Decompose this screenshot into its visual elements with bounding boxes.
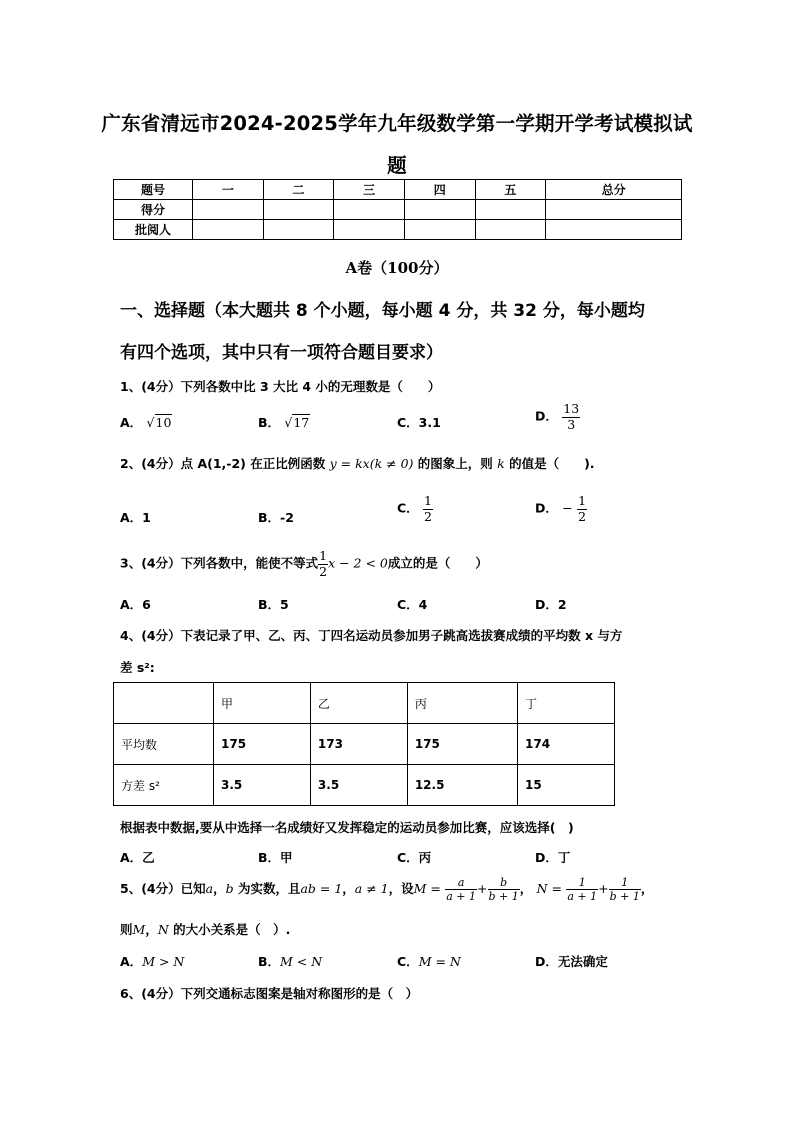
table-cell: 丁	[518, 683, 615, 724]
q2-text: 的值是（ ).	[504, 456, 595, 471]
q1-option-a[interactable]	[120, 413, 172, 431]
q5-text: 的大小关系是（ ）.	[168, 922, 291, 937]
numerator: 1	[319, 548, 328, 563]
fraction	[562, 403, 580, 431]
table-cell: 174	[518, 724, 615, 765]
score-table-cell: 批阅人	[114, 220, 193, 240]
score-table-cell: 五	[475, 180, 546, 200]
plus-sign: +	[598, 881, 609, 896]
option-expression: M < N	[280, 954, 323, 969]
numerator: 1	[609, 877, 641, 890]
q2-option-a[interactable]: A．1	[120, 510, 151, 525]
table-cell: 平均数	[114, 724, 214, 765]
score-input-cell[interactable]	[334, 200, 405, 220]
question-5-continued: 则M，N 的大小关系是（ ）.	[120, 922, 291, 937]
question-3	[120, 550, 488, 578]
numerator: 1	[566, 877, 598, 890]
q5-text: ，	[640, 881, 654, 896]
q4-option-a[interactable]: A．乙	[120, 850, 155, 865]
fraction	[423, 495, 433, 523]
q3-option-d[interactable]: D．2	[535, 597, 567, 612]
table-cell	[114, 683, 214, 724]
q3-option-c[interactable]: C．4	[397, 597, 428, 612]
q1-option-d[interactable]	[535, 403, 580, 431]
sqrt-expression: √10	[146, 415, 172, 430]
score-table-cell: 题号	[114, 180, 193, 200]
score-input-cell[interactable]	[404, 200, 475, 220]
fraction	[318, 550, 328, 578]
q5-option-a[interactable]	[120, 952, 184, 970]
question-1: 1、(4分）下列各数中比 3 大比 4 小的无理数是（ ）	[120, 379, 441, 394]
denominator: b + 1	[609, 890, 640, 903]
q5-text: 则	[120, 922, 133, 937]
q2-text: 2、(4分）点	[120, 456, 198, 471]
score-input-cell[interactable]	[546, 200, 682, 220]
question-4: 4、(4分）下表记录了甲、乙、丙、丁四名运动员参加男子跳高选拔赛成绩的平均数 x 与方	[120, 628, 623, 643]
table-cell: 12.5	[407, 765, 517, 806]
table-cell: 175	[214, 724, 311, 765]
sqrt-expression: √17	[284, 415, 310, 430]
denominator: 2	[319, 563, 328, 579]
point-label: A(1,-2)	[197, 456, 246, 471]
table-cell: 方差 s²	[114, 765, 214, 806]
q3-text: 3、(4分）下列各数中，能使不等式	[120, 555, 319, 571]
option-label: D．	[535, 408, 558, 424]
q5-option-d[interactable]: D．无法确定	[535, 954, 608, 969]
denominator: 3	[567, 416, 576, 432]
numerator: 1	[424, 493, 432, 508]
q5-text: 5、(4分）已知	[120, 881, 206, 896]
minus-sign: −	[562, 500, 573, 516]
table-cell: 乙	[310, 683, 407, 724]
numerator: a	[445, 877, 477, 890]
q1-option-b[interactable]	[258, 413, 310, 431]
score-table-cell: 一	[193, 180, 264, 200]
score-input-cell[interactable]	[475, 220, 546, 240]
score-table-row	[114, 220, 682, 240]
variable-a: a	[205, 881, 214, 896]
variable-k: k	[497, 456, 505, 471]
q3-text: 成立的是（ ）	[387, 555, 488, 571]
score-table-cell: 二	[263, 180, 334, 200]
table-row	[114, 724, 615, 765]
q1-option-c[interactable]: C．3.1	[397, 415, 441, 430]
page-title-continued: 题	[387, 154, 407, 177]
q4-option-c[interactable]: C．丙	[397, 850, 432, 865]
radicand: 10	[155, 415, 172, 430]
option-label: D．	[535, 500, 558, 516]
option-label: A．	[120, 415, 143, 430]
score-table	[113, 179, 682, 240]
q3-option-a[interactable]: A．6	[120, 597, 151, 612]
score-table-cell: 三	[334, 180, 405, 200]
q2-option-b[interactable]: B．-2	[258, 510, 294, 525]
numerator: b	[488, 877, 520, 890]
option-label: C．	[397, 500, 419, 516]
question-2	[120, 454, 595, 472]
table-cell: 15	[518, 765, 615, 806]
score-input-cell[interactable]	[193, 220, 264, 240]
variable-b: b	[225, 881, 234, 896]
denominator: a + 1	[446, 890, 477, 903]
q4-option-b[interactable]: B．甲	[258, 850, 293, 865]
score-table-cell: 得分	[114, 200, 193, 220]
fraction	[488, 877, 520, 902]
fraction	[609, 877, 641, 902]
denominator: 2	[424, 508, 432, 524]
option-label: B．	[258, 415, 281, 430]
q5-text: ，	[213, 881, 226, 896]
table-cell: 甲	[214, 683, 311, 724]
option-label: B．	[258, 954, 281, 969]
fraction	[577, 495, 587, 523]
score-table-cell: 总分	[546, 180, 682, 200]
score-input-cell[interactable]	[263, 200, 334, 220]
question-4-prompt: 根据表中数据,要从中选择一名成绩好又发挥稳定的运动员参加比赛，应该选择( )	[120, 820, 574, 835]
q5-text: 为实数，且	[233, 881, 301, 896]
page-title: 广东省清远市2024-2025学年九年级数学第一学期开学考试模拟试	[101, 112, 693, 135]
option-expression: M > N	[142, 954, 185, 969]
table-cell: 丙	[407, 683, 517, 724]
inequality-expression: x − 2 < 0	[328, 555, 388, 571]
q5-option-c[interactable]	[397, 952, 461, 970]
plus-sign: +	[477, 881, 488, 896]
q2-text: 在正比例函数	[245, 456, 330, 471]
option-label: A．	[120, 954, 143, 969]
score-table-row	[114, 200, 682, 220]
n-definition: N =	[536, 881, 563, 896]
fraction	[445, 877, 477, 902]
denominator: b + 1	[488, 890, 519, 903]
condition-ab: ab = 1	[300, 881, 343, 896]
numerator: 13	[563, 401, 580, 416]
score-input-cell[interactable]	[263, 220, 334, 240]
section-heading: 一、选择题（本大题共 8 个小题，每小题 4 分，共 32 分，每小题均	[120, 301, 645, 321]
table-row	[114, 765, 615, 806]
option-expression: M = N	[418, 954, 461, 969]
denominator: 2	[578, 508, 587, 524]
q5-option-b[interactable]	[258, 952, 322, 970]
score-input-cell[interactable]	[193, 200, 264, 220]
score-table-header-row	[114, 180, 682, 200]
table-cell: 3.5	[214, 765, 311, 806]
numerator: 1	[578, 493, 587, 508]
score-input-cell[interactable]	[475, 200, 546, 220]
q2-option-c[interactable]	[397, 495, 433, 523]
option-label: C．	[397, 954, 419, 969]
score-input-cell[interactable]	[334, 220, 405, 240]
score-table-cell: 四	[404, 180, 475, 200]
q2-option-d[interactable]	[535, 495, 587, 523]
condition-a-neq: a ≠ 1	[354, 881, 389, 896]
m-definition: M =	[413, 881, 441, 896]
question-4-continued: 差 s²:	[120, 660, 155, 675]
q4-option-d[interactable]: D．丁	[535, 850, 571, 865]
score-input-cell[interactable]	[546, 220, 682, 240]
question-5: 5、(4分）已知a，b 为实数，且ab = 1，a ≠ 1，设M = $\frac{a}{a + 1}$ + $\frac{b}{b + 1}$ ， N = $\frac{1}{a + 1}$ + $\frac{1}{b + 1}$ ，	[120, 876, 654, 903]
fraction	[566, 877, 598, 902]
function-expression: y = kx(k ≠ 0)	[329, 456, 414, 471]
score-input-cell[interactable]	[404, 220, 475, 240]
variable-m: M	[132, 922, 146, 937]
q5-text: ，	[342, 881, 355, 896]
section-heading-continued: 有四个选项，其中只有一项符合题目要求）	[120, 343, 443, 363]
paper-part-heading: A卷（100分）	[345, 259, 449, 277]
q5-text: ，设	[388, 881, 414, 896]
table-header-row	[114, 683, 615, 724]
athlete-stats-table	[113, 682, 615, 806]
denominator: a + 1	[567, 890, 598, 903]
radicand: 17	[293, 415, 310, 430]
q3-option-b[interactable]: B．5	[258, 597, 289, 612]
q2-text: 的图象上，则	[413, 456, 498, 471]
table-cell: 175	[407, 724, 517, 765]
table-cell: 173	[310, 724, 407, 765]
question-6: 6、(4分）下列交通标志图案是轴对称图形的是（ ）	[120, 986, 419, 1001]
variable-n: N	[157, 922, 169, 937]
table-cell: 3.5	[310, 765, 407, 806]
